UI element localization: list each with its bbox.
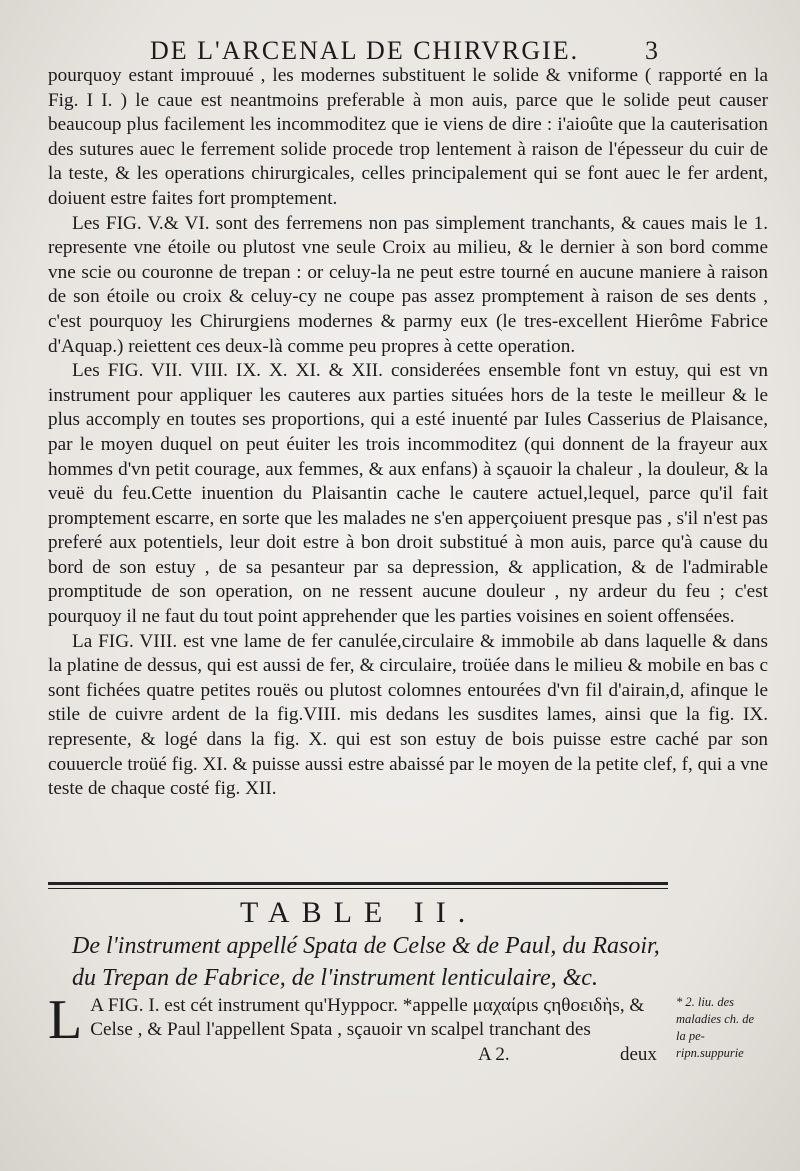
paragraph-1: pourquoy estant improuué , les modernes substituent le solide & vniforme ( rapporté en la Fig. I I. ) le caue est neantmoins preferable à mon auis, parce que le solide peut causer beaucoup plus facilement les incommoditez que ie viens de dire : i'aioûte que la cauterisation des sutures auec le ferrement solide procede trop lentement à raison de l'épesseur du cuir de la teste, & les operations chirurgicales, celles principalement qui se font auec le fer ardent, doiuent estre faites fort promptement.: [48, 65, 768, 209]
signature-mark: A 2.: [478, 1044, 510, 1065]
body-text: [48, 64, 768, 802]
table-heading: TABLE II.: [240, 896, 478, 929]
table-subtitle: De l'instrument appellé Spata de Celse & de Paul, du Rasoir, du Trepan de Fabrice, de l'instrument lenticulaire, &c.: [72, 933, 660, 991]
paragraph-4: La FIG. VIII. est vne lame de fer canulée,circulaire & immobile ab dans laquelle & dans la platine de dessus, qui est aussi de fer, & circulaire, troüée dans le milieu & mobile en bas c sont fichées quatre petites rouës ou plutost colomnes entourées d'vn fil d'airain,d, afinque le stile de cuivre ardent de la fig.VIII. mis dedans les susdites lames, ainsi que la fig. IX. represente, & logé dans la fig. X. qui est son estuy de bois puisse estre caché par son couuercle troüé fig. XI. & puisse aussi estre abaissé par le moyen de la petite clef, f, qui a vne teste de chaque costé fig. XII.: [48, 630, 768, 800]
final-paragraph-text: A FIG. I. est cét instrument qu'Hyppocr. *appelle μαχαίριs ϛηθοειδὴs, & Celse , & Paul l'appellent Spata , sçauoir vn scalpel tranchant des: [90, 995, 645, 1040]
section-rule-thick: [48, 882, 668, 885]
paragraph-3: Les FIG. VII. VIII. IX. X. XI. & XII. considerées ensemble font vn estuy, qui est vn instrument pour appliquer les cauteres aux parties situées hors de la teste le meilleur & le plus accomply en toutes ses proportions, qui a esté inuenté par Iules Casserius de Plaisance, par le moyen duquel on peut éuiter les trois incommoditez (qui donnent de la frayeur aux hommes d'vn petit courage, aux femmes, & aux enfans) à sçauoir la chaleur , la douleur, & la veuë du feu.Cette inuention du Plaisantin cache le cautere actuel,lequel, parce qu'il fait promptement escarre, en sorte que les malades ne s'en apperçoiuent presque pas , s'il n'est pas preferé aux potentiels, leur doit estre à bon droit substitué à mon auis, parce qu'à cause du bord de son estuy , de sa pesanteur par sa depression, & application, & de l'admirable promptitude de son operation, on ne ressent aucune douleur , ny ardeur du feu ; c'est pourquoy il ne faut du tout point apprehender que les parties voisines en soient offensées.: [48, 360, 768, 628]
section-rule-thin: [48, 888, 668, 889]
margin-note-bottom: ripn.suppurie: [676, 1046, 744, 1060]
catchword: deux: [620, 1044, 657, 1065]
margin-note: * 2. liu. des maladies ch. de la pe-: [676, 995, 755, 1043]
drop-cap: L: [48, 989, 83, 1051]
page-number: 3: [645, 36, 660, 65]
paragraph-2: Les FIG. V.& VI. sont des ferremens non pas simplement tranchants, & caues mais le 1. represente vne étoile ou plutost vne seule Croix au milieu, & le dernier à son bord comme vne scie ou couronne de trepan : or celuy-la ne peut estre tourné en aucune maniere à raison de son étoile ou croix & celuy-cy ne coupe pas assez promptement à raison de ses dents , c'est pourquoy les Chirurgiens modernes & parmy eux (le tres-excellent Hierôme Fabrice d'Aquap.) reiettent ces deux-là comme peu propres à cette operation.: [48, 212, 768, 357]
final-paragraph: [48, 989, 668, 1051]
page-title: DE L'ARCENAL DE CHIRVRGIE.: [150, 36, 580, 65]
running-head: [150, 36, 760, 66]
